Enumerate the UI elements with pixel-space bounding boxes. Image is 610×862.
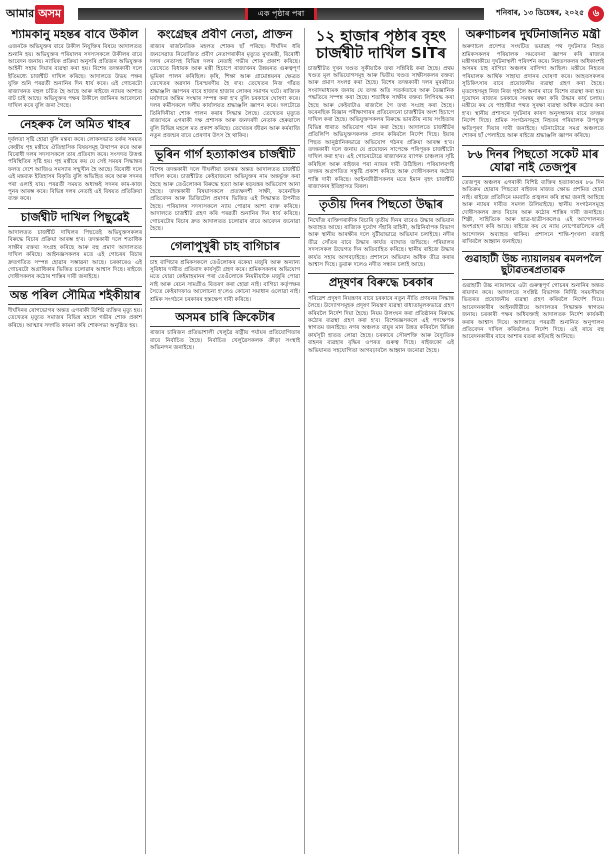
article-body: নিখোঁজ ব্যক্তিগৰাকীক বিচাৰি তৃতীয় দিনৰ বাবেও উদ্ধাৰ অভিযান অব্যাহত আছে। ৰাজ্যিক দুৰ্যোগ সঁহাৰি বাহিনী, অগ্নিনিৰ্বাপক বিভাগ আৰু স্থানীয় আৰক্ষীৰ দলে যুটীয়াভাৱে অভিযান চলাইছে। নদীৰ তীব্ৰ সোঁতৰ বাবে উদ্ধাৰ কাৰ্যত ব্যাঘাত জন্মিছে। পৰিয়ালৰ সদস্যসকল উদ্বেগত দিন অতিবাহিত কৰিছে। স্থানীয় ৰাইজে উদ্ধাৰ কাৰ্যত সহায় আগবঢ়াইছে। প্ৰশাসনে অভিযান অধিক তীব্ৰ কৰাৰ আশ্বাস দিছে। ডুবাৰু দলেও নদীত সন্ধান চলাই আছে। — [308, 217, 454, 269]
column-divider — [304, 28, 305, 854]
lead-headline: ১২ হাজাৰ পৃষ্ঠাৰ বৃহৎ চাৰ্জশ্বীট দাখিল SITৰ — [315, 28, 447, 63]
page-number: ৬ — [588, 6, 604, 22]
article-headline: তৃতীয় দিনৰ পিছতো উদ্ধাৰ — [308, 195, 454, 214]
article-body: অৰুণাচল প্ৰদেশত সংঘটিত ভয়াৱহ পথ দুৰ্ঘটনাত নিহত শ্ৰমিকসকলৰ পৰিয়ালক সমবেদনা জ্ঞাপন কৰি ৰাজ্যৰ মন্ত্ৰীগৰাকীয়ে দুৰ্ঘটনাস্থলী পৰিদৰ্শন কৰে। নিহতসকলৰ অধিকাংশই অসমৰ চাহ বাগিচা অঞ্চলৰ বাসিন্দা আছিল। মন্ত্ৰীয়ে নিহতৰ পৰিয়ালক আৰ্থিক সাহায্য প্ৰদানৰ ঘোষণা কৰে। আহতসকলৰ সুচিকিৎসাৰ বাবে প্ৰয়োজনীয় ব্যৱস্থা গ্ৰহণ কৰা হৈছে। মৃতদেহসমূহ নিজ নিজ গৃহলৈ অনাৰ বাবে বিশেষ ব্যৱস্থা কৰা হয়। দুয়োখন ৰাজ্যৰ চৰকাৰে সমন্বয় ৰক্ষা কৰি উদ্ধাৰ কাৰ্য চলায়। মন্ত্ৰীয়ে কয় যে পাহাৰীয়া পথত সুৰক্ষা ব্যৱস্থা অধিক কঠোৰ কৰা হ'ব। স্থানীয় প্ৰশাসনে দুৰ্ঘটনাৰ কাৰণ অনুসন্ধানৰ বাবে তদন্তৰ নিৰ্দেশ দিছে। শ্ৰমিক সংগঠনসমূহে নিহতৰ পৰিয়ালক উপযুক্ত ক্ষতিপূৰণ দিয়াৰ দাবী জনাইছে। ঘটনাটোৱে সমগ্ৰ অঞ্চলতে শোকৰ ছাঁ পেলাইছে আৰু ৰাইজে শ্ৰদ্ধাঞ্জলি জ্ঞাপন কৰিছে। — [462, 44, 604, 140]
article-body: চাৰ্জশ্বীটত দুখন খণ্ডত সুকীয়াকৈ তথ্য সন্নিবিষ্ট কৰা হৈছে। প্ৰথম খণ্ডত মূল অভিযোগসমূহ আৰু দ্বিতীয় খণ্ডত সাক্ষীসকলৰ বক্তব্য আৰু প্ৰমাণ সংলগ্ন কৰা হৈছে। বিশেষ তদন্তকাৰী দলৰ মুৰব্বীয়ে সংবাদমাধ্যমক জনায় যে তদন্ত অতি সতৰ্কতাৰে আৰু বৈজ্ঞানিক পদ্ধতিৰে সম্পন্ন কৰা হৈছে। শতাধিক সাক্ষীৰ বক্তব্য লিপিবদ্ধ কৰা হৈছে আৰু কেইবাটাও ৰাজ্যলৈ গৈ তথ্য সংগ্ৰহ কৰা হৈছে। ফৰেনছিক বিজ্ঞান পৰীক্ষাগাৰৰ প্ৰতিবেদনো চাৰ্জশ্বীটৰ অংশ হিচাপে দাখিল কৰা হৈছে। অভিযুক্তসকলৰ বিৰুদ্ধে ভাৰতীয় ন্যায় সংহিতাৰ বিভিন্ন ধাৰাত অভিযোগ গঠন কৰা হৈছে। আদালতে চাৰ্জশ্বীটৰ প্ৰতিলিপি অভিযুক্তসকলক প্ৰদান কৰিবলৈ নিৰ্দেশ দিছে। ইয়াৰ পিছত আনুষ্ঠানিকভাৱে অভিযোগ গঠনৰ প্ৰক্ৰিয়া আৰম্ভ হ'ব। তদন্তকাৰী দলে জনায় যে প্ৰয়োজন সাপেক্ষে পৰিপূৰক চাৰ্জশ্বীটো দাখিল কৰা হ'ব। এই গোচৰটোৱে ৰাজ্যখনত ব্যাপক চাঞ্চল্যৰ সৃষ্টি কৰিছিল আৰু ৰাইজৰ পৰা ন্যায়ৰ দাবী উঠিছিল। পৰিয়ালবৰ্গই তদন্তৰ অগ্ৰগতিত সন্তুষ্টি প্ৰকাশ কৰিছে আৰু দোষীসকলৰ কঠোৰ শাস্তি দাবী কৰিছে। আইনজীৱীসকলৰ মতে ইমান বৃহৎ চাৰ্জশ্বীট ৰাজ্যখনৰ ইতিহাসত বিৰল। — [308, 65, 454, 190]
column-2 — [150, 28, 300, 854]
article-headline: গুৱাহাটী উচ্চ ন্যায়ালয়ৰ ৰমলপলৈ ছুটাৱতৰপ্ৰতাৱক — [462, 251, 604, 280]
article-headline: চাৰ্জশ্বীট দাখিল পিছুৱেই — [8, 208, 142, 227]
article-body: দূৰ্বলতা সৃষ্টি হোৱা বুলি মন্তব্য কৰে। লোকসভাত তৰ্কৰ সময়ত কেন্দ্ৰীয় গৃহ মন্ত্ৰীয়ে ঐতিহাসিক বিষয়সমূহ উত্থাপন কৰে আৰু বিৰোধী দলৰ সদস্যসকলে তাৰ প্ৰতিবাদ কৰে। সংসদত উত্তপ্ত পৰিস্থিতিৰ সৃষ্টি হয়। গৃহ মন্ত্ৰীয়ে কয় যে সেই সময়ৰ সিদ্ধান্তৰ ফলত দেশে আজিও সমস্যাৰ সন্মুখীন হৈ আছে। বিৰোধী দলে এই মন্তব্যক ইতিহাসৰ বিকৃতি বুলি অভিহিত কৰে আৰু সদনৰ পৰা ওলাই যায়। পৰৱৰ্তী সময়ত অধ্যক্ষই সদনৰ কাম-কাজ পুনৰ আৰম্ভ কৰে। বিভিন্ন দলৰ নেতাই এই বিষয়ত প্ৰতিক্ৰিয়া ব্যক্ত কৰে। — [8, 137, 142, 203]
article-headline: ৮৬ দিনৰ পিছতো সকেট মাৰ যোৱা নাই তেজপুৰ — [462, 145, 604, 177]
issue-date: শনিবাৰ, ১৩ ডিচেম্বৰ, ২০২৫ — [496, 8, 584, 17]
column-4 — [462, 28, 604, 854]
continued-label: এক পৃষ্ঠাৰ পৰা — [245, 8, 318, 20]
article-body: চাহ বাগিচাৰ শ্ৰমিকসকলে তেওঁলোকৰ বকেয়া মজুৰি আৰু অন্যান্য সুবিধাৰ দাবীত প্ৰতিবাদ কাৰ্যসূচী গ্ৰহণ কৰে। শ্ৰমিকসকলৰ অভিযোগ মতে যোৱা কেইমাহমানৰ পৰা তেওঁলোকে নিয়মীয়াকৈ মজুৰি পোৱা নাই আৰু ৰেচন সামগ্ৰীও বিতৰণ কৰা হোৱা নাই। বাগিচা কৰ্তৃপক্ষৰ সৈতে কেইবাদফাও আলোচনা হ'লেও কোনো সমাধান ওলোৱা নাই। শ্ৰমিক সংগঠনে চৰকাৰৰ হস্তক্ষেপ দাবী কৰিছে। — [150, 259, 300, 303]
column-divider — [458, 28, 459, 854]
article-body: তেজপুৰ অঞ্চলৰ এগৰাকী বিশিষ্ট ব্যক্তিৰ হত্যাকাণ্ডৰ ৮৬ দিন অতিক্ৰম হোৱাৰ পিছতো ৰাইজৰ মাজত ক্ষোভ প্ৰশমিত হোৱা নাই। ৰাইজে প্ৰতিদিনে মমবাতি প্ৰজ্বলন কৰি শ্ৰদ্ধা জনাই আহিছে আৰু ন্যায়ৰ দাবীত সমদল উলিয়াইছে। স্থানীয় সংগঠনসমূহে দোষীসকলৰ দ্ৰুত বিচাৰ আৰু কঠোৰ শাস্তিৰ দাবী জনাইছে। শিল্পী, সাহিত্যিক আৰু ছাত্ৰ-ছাত্ৰীসকলেও এই আন্দোলনত অংশগ্ৰহণ কৰি আছে। ৰাইজে কয় যে ন্যায় নোপোৱালৈকে এই আন্দোলন অব্যাহত থাকিব। প্ৰশাসনে শান্তি-শৃংখলা বজাই ৰাখিবলৈ আহ্বান জনাইছে। — [462, 179, 604, 246]
article-headline: অসমৰ চাৰি ক্ৰিকেটাৰ — [150, 308, 300, 327]
article-headline: শ্যামকানু মহন্তৰ বাবে উকীল — [11, 28, 139, 41]
newspaper-logo — [6, 6, 74, 22]
article-headline: নেহৰুক লৈ অমিত শ্বাহৰ — [8, 115, 142, 134]
logo-part-1: আমার — [6, 6, 35, 20]
article-body: দীৰ্ঘদিনৰ ৰোগভোগৰ অন্তত এগৰাকী বিশিষ্ট ব্যক্তিৰ মৃত্যু হয়। তেখেতৰ মৃত্যুত সমাজৰ বিভিন্ন মহলে গভীৰ শোক প্ৰকাশ কৰিছে। আত্মাৰ সদ্গতি কামনা কৰি শোকসভা অনুষ্ঠিত হয়। — [8, 308, 142, 329]
article-headline: অন্ত পৰিল সৌমিত্ৰ শইকীয়াৰ — [8, 286, 142, 305]
column-3 — [308, 28, 454, 854]
article-body: এজনকৈ অভিযুক্তৰ বাবে উকীল নিযুক্তিৰ বিষয়ে আদালতত শুনানি হয়। অভিযুক্তৰ পৰিয়ালৰ সদস্যসকলে উকীলৰ বাবে আবেদন জনায়। ন্যায়িক প্ৰক্ৰিয়া অনুসৰি প্ৰতিজন অভিযুক্তক আইনী সহায় দিয়াৰ ব্যৱস্থা কৰা হয়। বিশেষ তদন্তকাৰী দলে ইতিমধ্যে চাৰ্জশ্বীট দাখিল কৰিছে। আদালতে উভয় পক্ষৰ যুক্তি শুনি পৰৱৰ্তী শুনানিৰ দিন ধাৰ্য কৰে। এই গোচৰটো ৰাজ্যখনত বহুল চৰ্চিত হৈ আছে আৰু ৰাইজে ন্যায়ৰ আশাত বাট চাই আছে। অভিযুক্তৰ পক্ষৰ উকীলে জামিনৰ আবেদনো দাখিল কৰে বুলি জনা গৈছে। — [8, 44, 142, 110]
article-body: বিশেষ তদন্তকাৰী দলে দীঘলীয়া তদন্তৰ অন্তত আদালতত চাৰ্জশ্বীট দাখিল কৰে। চাৰ্জশ্বীটত কেইবাজনো অভিযুক্তৰ নাম অন্তৰ্ভুক্ত কৰা হৈছে আৰু তেওঁলোকৰ বিৰুদ্ধে হত্যা আৰু ষড়যন্ত্ৰৰ অভিযোগ আনা হৈছে। তদন্তকাৰী বিষয়াসকলে প্ৰত্যক্ষদৰ্শী সাক্ষী, ফৰেনছিক প্ৰতিবেদন আৰু ডিজিটেল প্ৰমাণৰ ভিত্তিত এই সিদ্ধান্তত উপনীত হৈছে। পৰিয়ালৰ সদস্যসকলে ন্যায় পোৱাৰ আশা ব্যক্ত কৰিছে। আদালতে চাৰ্জশ্বীট গ্ৰহণ কৰি পৰৱৰ্তী শুনানিৰ দিন ধাৰ্য কৰিছে। গোচৰটোৰ বিচাৰ দ্ৰুত আদালতত চলোৱাৰ বাবে আবেদন জনোৱা হৈছে। — [150, 166, 300, 232]
article-headline: ভূৰিন গাৰ্গ হত্যাকাণ্ডৰ চাৰ্জশ্বীট — [150, 145, 300, 164]
logo-part-2: অসম — [35, 5, 64, 24]
article-body: পৰিৱেশ প্ৰদূষণ নিয়ন্ত্ৰণৰ বাবে চৰকাৰে নতুন নীতি প্ৰণয়নৰ সিদ্ধান্ত লৈছে। উদ্যোগসমূহক প্ৰদূষণ নিয়ন্ত্ৰণ ব্যৱস্থা বাধ্যতামূলকভাৱে গ্ৰহণ কৰিবলৈ নিৰ্দেশ দিয়া হৈছে। নিয়ম উলংঘন কৰা প্ৰতিষ্ঠানৰ বিৰুদ্ধে কঠোৰ ব্যৱস্থা গ্ৰহণ কৰা হ'ব। বিশেষজ্ঞসকলে এই পদক্ষেপক স্বাগতম জনাইছে। নগৰ অঞ্চলত বায়ুৰ মান উন্নত কৰিবলৈ বিভিন্ন কাৰ্যসূচী হাতত লোৱা হৈছে। চৰকাৰে সৌৰশক্তি আৰু বৈদ্যুতিক বাহনৰ ব্যৱহাৰ বৃদ্ধিৰ ওপৰত গুৰুত্ব দিছে। ৰাইজকো এই অভিযানত সহযোগিতা আগবঢ়াবলৈ আহ্বান জনোৱা হৈছে। — [308, 295, 454, 354]
article-body: আদালতত চাৰ্জশ্বীট দাখিলৰ পিছতেই অভিযুক্তসকলৰ বিৰুদ্ধে বিচাৰ প্ৰক্ৰিয়া আৰম্ভ হ'ব। তদন্তকাৰী দলে শতাধিক সাক্ষীৰ বক্তব্য সংগ্ৰহ কৰিছে আৰু বহু প্ৰমাণ আদালতত দাখিল কৰিছে। আইনজ্ঞসকলৰ মতে এই গোচৰৰ বিচাৰ দ্ৰুতগতিত সম্পন্ন হোৱাৰ সম্ভাৱনা আছে। চৰকাৰেও এই গোচৰটো অগ্ৰাধিকাৰ ভিত্তিত চলোৱাৰ আশ্বাস দিছে। ৰাইজে দোষীসকলৰ কঠোৰ শাস্তিৰ দাবী জনাইছে। — [8, 229, 142, 281]
article-headline: অৰুণাচলৰ দুৰ্ঘটনাজনিত মন্ত্ৰী — [465, 28, 601, 41]
continued-banner — [78, 8, 484, 20]
masthead-bar — [6, 4, 604, 24]
article-headline: গেলাপুখুৰী চাহ বাগিচাৰ — [150, 237, 300, 256]
article-headline: কংগ্ৰেছৰ প্ৰবীণ নেতা, প্ৰাক্তন — [157, 28, 293, 41]
column-1 — [8, 28, 142, 854]
column-divider — [145, 28, 146, 854]
article-body: ৰাজ্যৰ চাৰিজন প্ৰতিভাশালী খেলুৱৈ ৰাষ্ট্ৰীয় পৰ্যায়ৰ প্ৰতিযোগিতাৰ বাবে নিৰ্বাচিত হৈছে। নিৰ্বাচিত খেলুৱৈসকলক ক্ৰীড়া সংস্থাই অভিনন্দন জনাইছে। — [150, 330, 300, 352]
article-body: গুৱাহাটী উচ্চ ন্যায়ালয়ে এটা গুৰুত্বপূৰ্ণ গোচৰৰ শুনানিৰ অন্তত ৰায়দান কৰে। আদালতে সংশ্লিষ্ট বিভাগক নিৰ্দিষ্ট সময়সীমাৰ ভিতৰত প্ৰয়োজনীয় ব্যৱস্থা গ্ৰহণ কৰিবলৈ নিৰ্দেশ দিয়ে। আবেদনকাৰীৰ আইনজীৱীয়ে আদালতৰ সিদ্ধান্তক স্বাগতম জনায়। চৰকাৰী পক্ষৰ অধিবক্তাই আদালতক নিৰ্দেশ কাৰ্যকৰী কৰাৰ আশ্বাস দিয়ে। আদালতে পৰৱৰ্তী শুনানিত অনুপালন প্ৰতিবেদন দাখিল কৰিবলৈও নিৰ্দেশ দিছে। এই ৰায়ে বহু আবেদনকাৰীৰ বাবে আশাৰ বতৰা কঢ়িয়াই আনিছে। — [462, 282, 604, 341]
article-body: ৰাজ্যৰ ৰাজনৈতিক মহলত শোকৰ ছাঁ পৰিছে। দীৰ্ঘদিন ধৰি জনসেৱাত নিয়োজিত প্ৰবীণ নেতাগৰাকীৰ মৃত্যুত মুখ্যমন্ত্ৰী, বিৰোধী দলৰ নেতাসহ বিভিন্ন দলৰ নেতাই গভীৰ শোক প্ৰকাশ কৰিছে। তেখেতে বিধায়ক আৰু মন্ত্ৰী হিচাপে ৰাজ্যখনৰ উন্নয়নত গুৰুত্বপূৰ্ণ ভূমিকা পালন কৰিছিল। কৃষি, শিক্ষা আৰু গ্ৰামোন্নয়নৰ ক্ষেত্ৰত তেখেতৰ অৱদান চিৰস্মৰণীয় হৈ ৰ'ব। তেখেতৰ নিজ গাঁৱত শ্ৰদ্ধাঞ্জলি জ্ঞাপনৰ বাবে হাজাৰ হাজাৰ লোকৰ সমাগম ঘটে। ৰাজ্যিক মৰ্যাদাৰে অন্তিম সংস্কাৰ সম্পন্ন কৰা হ'ব বুলি চৰকাৰে ঘোষণা কৰে। দলৰ কৰ্মীসকলে দলীয় কাৰ্যালয়ত শ্ৰদ্ধাঞ্জলি জ্ঞাপন কৰে। দলটোৱে তিনিদিনীয়া শোক পালন কৰাৰ সিদ্ধান্ত লৈছে। তেখেতৰ মৃত্যুত ৰাজ্যখনে এগৰাকী দক্ষ প্ৰশাসক আৰু জনদৰদী নেতাক হেৰুৱালে বুলি বিভিন্ন মহলে মত প্ৰকাশ কৰিছে। তেখেতৰ জীৱন আৰু কৰ্মৰাজি নতুন প্ৰজন্মৰ বাবে প্ৰেৰণাৰ উৎস হৈ থাকিব। — [150, 44, 300, 140]
article-headline: প্ৰদূষণৰ বিৰুদ্ধে চৰকাৰ — [308, 273, 454, 292]
